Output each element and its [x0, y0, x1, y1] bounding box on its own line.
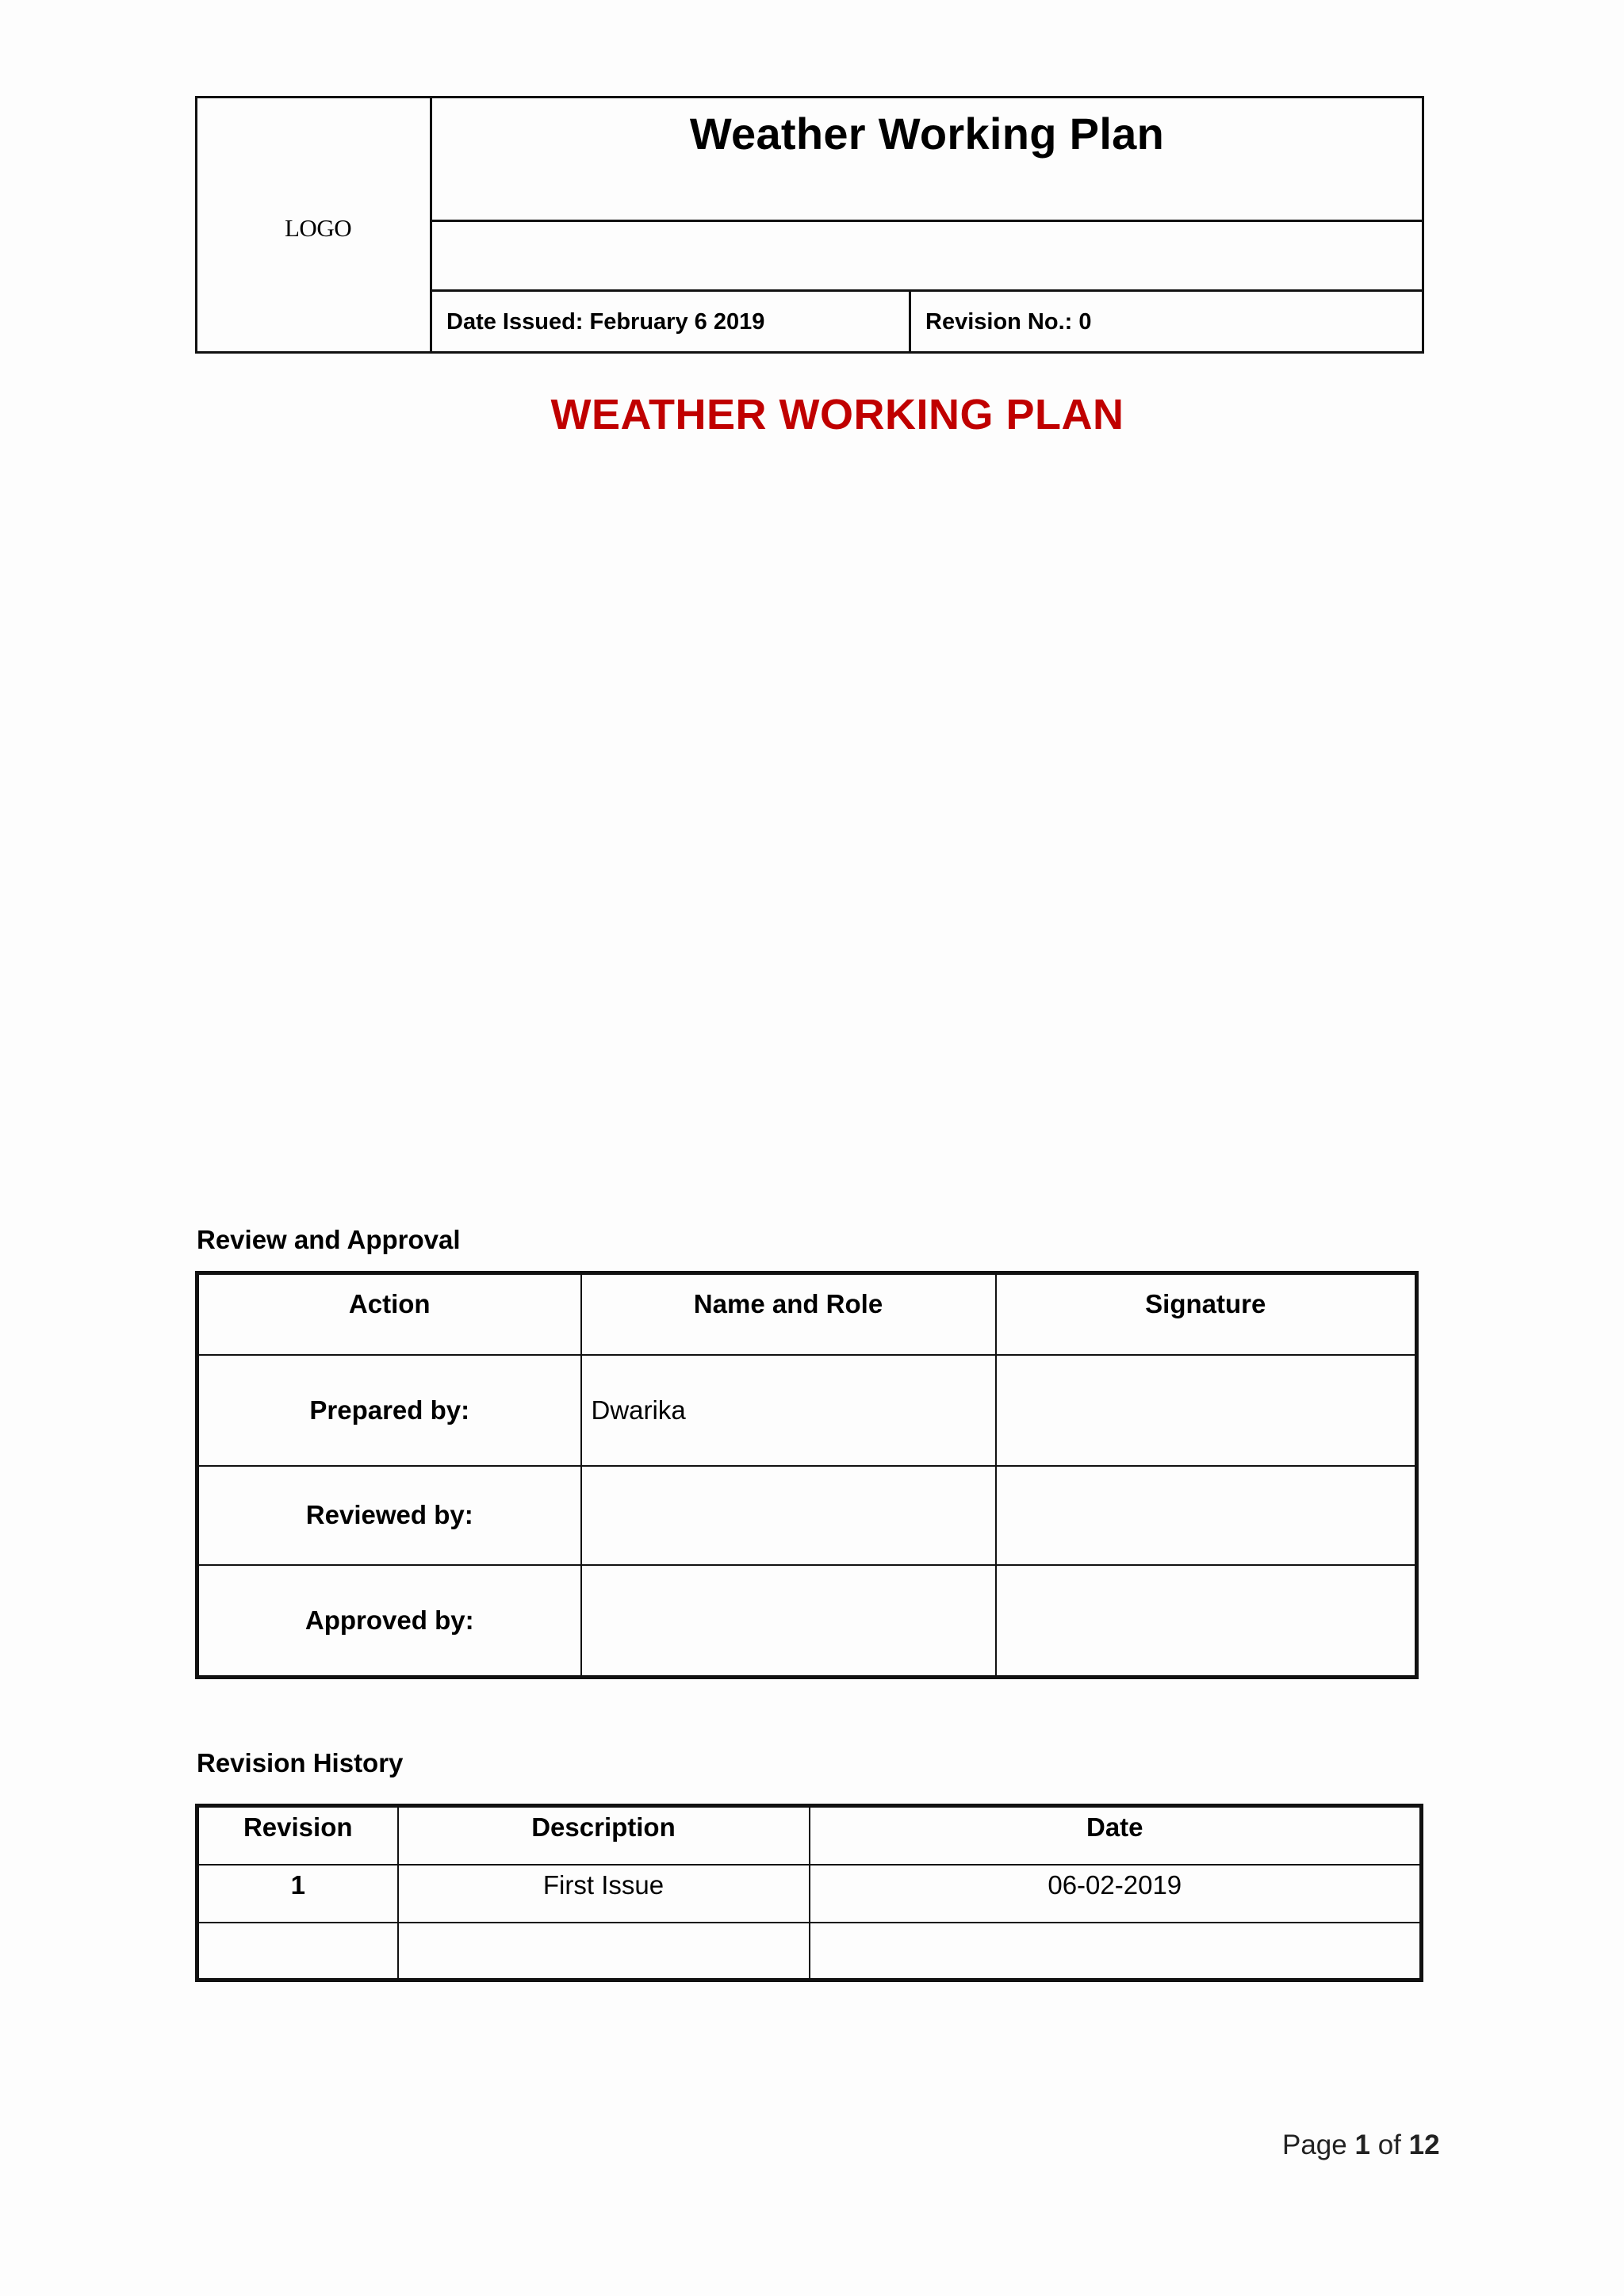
column-header-revision: Revision: [197, 1806, 398, 1865]
signature-cell: [996, 1565, 1417, 1677]
table-row: [197, 1466, 1417, 1565]
table-header-row: [197, 1273, 1417, 1355]
column-header-description: Description: [398, 1806, 810, 1865]
action-cell: Reviewed by:: [197, 1466, 581, 1565]
revision-history-label: Revision History: [197, 1748, 404, 1777]
header-blank-cell: [432, 222, 1422, 292]
description-cell: [398, 1923, 810, 1980]
of-word: of: [1377, 2130, 1401, 2160]
table-row: [197, 1923, 1422, 1980]
header-title-cell: [432, 98, 1422, 222]
date-cell: 06-02-2019: [810, 1865, 1422, 1923]
name-role-cell: Dwarika: [581, 1355, 996, 1466]
table-row: [197, 1865, 1422, 1923]
name-role-cell: [581, 1466, 996, 1565]
column-header-date: Date: [810, 1806, 1422, 1865]
date-issued-cell: [432, 292, 911, 351]
main-heading: WEATHER WORKING PLAN: [550, 391, 1124, 438]
name-role-cell: [581, 1565, 996, 1677]
revision-cell: 1: [197, 1865, 398, 1923]
signature-cell: [996, 1466, 1417, 1565]
document-header-table: [195, 96, 1424, 354]
total-pages: 12: [1408, 2130, 1440, 2160]
revision-cell: [197, 1923, 398, 1980]
logo-cell: [197, 98, 432, 351]
logo-placeholder: LOGO: [285, 214, 352, 242]
table-row: [197, 1355, 1417, 1466]
revision-number-cell: [911, 292, 1422, 351]
page-number: [1282, 2130, 1440, 2161]
document-title: Weather Working Plan: [689, 109, 1165, 159]
review-approval-label: Review and Approval: [197, 1225, 461, 1254]
description-cell: First Issue: [398, 1865, 810, 1923]
column-header-action: Action: [197, 1273, 581, 1355]
table-row: [197, 1565, 1417, 1677]
date-issued: Date Issued: February 6 2019: [446, 309, 765, 335]
page-word: Page: [1282, 2130, 1347, 2160]
action-cell: Approved by:: [197, 1565, 581, 1677]
signature-cell: [996, 1355, 1417, 1466]
review-approval-table: [195, 1271, 1419, 1679]
action-cell: Prepared by:: [197, 1355, 581, 1466]
current-page: 1: [1354, 2130, 1370, 2160]
column-header-signature: Signature: [996, 1273, 1417, 1355]
revision-number: Revision No.: 0: [925, 309, 1092, 335]
revision-history-table: [195, 1804, 1423, 1982]
date-cell: [810, 1923, 1422, 1980]
table-header-row: [197, 1806, 1422, 1865]
column-header-name-role: Name and Role: [581, 1273, 996, 1355]
